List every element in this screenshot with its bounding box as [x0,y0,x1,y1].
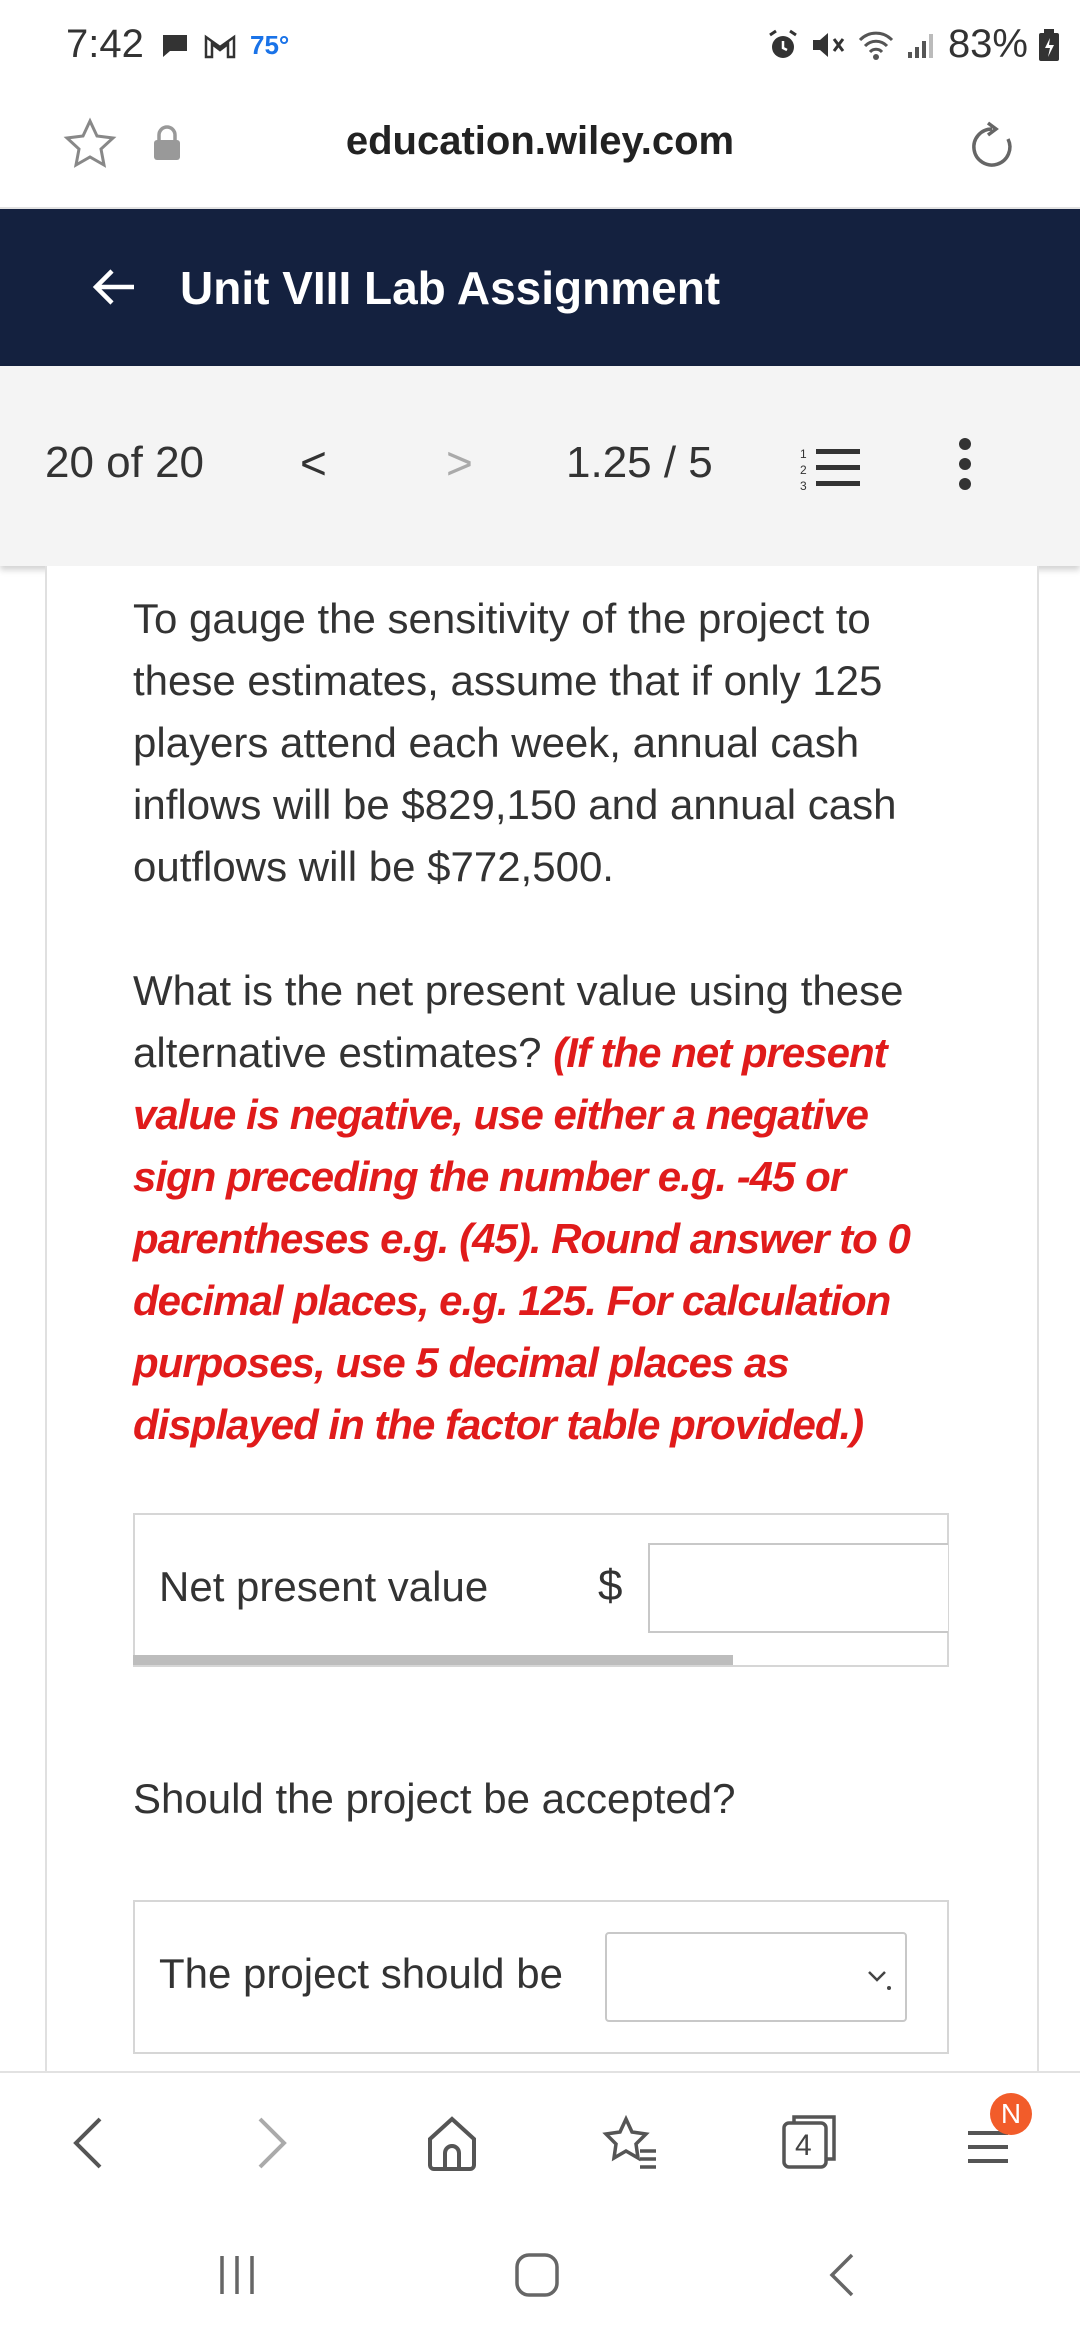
question-navigation-bar [0,366,1080,566]
npv-input[interactable] [648,1543,948,1633]
battery-percent: 83% [947,22,1028,66]
browser-address-bar [0,95,1080,209]
home-icon[interactable] [424,2113,480,2173]
status-notification-icons [160,30,289,61]
signal-icon [906,30,938,60]
status-system-icons [766,22,1060,67]
npv-label: Net present value [159,1563,489,1610]
reload-icon[interactable] [964,119,1020,175]
browser-back-icon[interactable] [68,2113,108,2173]
chevron-down-icon [865,1960,893,1996]
question-prompt [133,960,953,1456]
chat-icon [160,31,190,61]
status-time: 7:42 [66,22,144,66]
currency-symbol: $ [598,1561,623,1610]
tabs-count: 4 [795,2129,812,2162]
previous-question-button[interactable]: < [300,437,327,489]
notification-badge: N [990,2093,1032,2135]
more-options-icon[interactable] [950,434,980,494]
question-context-text: To gauge the sensitivity of the project to these estimates, assume that if only 125 players attend each week, annual cash inflows will be $829,150 and annual cash outflows will be $772,500. [133,595,897,890]
home-button-icon[interactable] [512,2250,562,2300]
url-text[interactable]: education.wiley.com [345,119,735,163]
question-text: What is the net present value using these alternative estimates? [133,967,904,1076]
tabs-button[interactable] [780,2111,840,2178]
svg-text:2: 2 [800,463,807,477]
question-score: 1.25 / 5 [566,438,713,487]
horizontal-scrollbar[interactable] [133,1655,733,1665]
question-list-icon[interactable] [800,446,864,490]
browser-forward-icon[interactable] [252,2113,292,2173]
browser-toolbar [0,2071,1080,2216]
weather-temperature: 75° [250,30,290,60]
alarm-icon [766,28,800,62]
back-arrow-icon[interactable] [88,261,140,313]
next-question-button[interactable]: > [446,437,473,489]
assignment-title: Unit VIII Lab Assignment [180,262,721,314]
svg-text:1: 1 [800,447,807,461]
accept-dropdown[interactable] [605,1932,907,2022]
question-counter: 20 of 20 [45,438,205,487]
gmail-icon [204,33,236,59]
npv-answer-row [133,1513,949,1667]
recent-apps-icon[interactable] [212,2250,262,2300]
bookmarks-icon[interactable] [600,2113,660,2173]
accept-answer-row [133,1900,949,2054]
wifi-icon [856,28,896,62]
answer-instructions: (If the net present value is negative, use either a negative sign preceding the number e.g. -45 or parentheses e.g. (45). Round answer to 0 decimal places, e.g. 125. For calculation purposes, use 5 decimal places as displayed in the factor table provided.) [133,1029,910,1448]
mute-icon [810,28,846,62]
system-navigation-bar [0,2214,1080,2340]
accept-question: Should the project be accepted? [133,1775,736,1822]
accept-label: The project should be [159,1950,563,1997]
system-back-icon[interactable] [822,2250,862,2300]
status-bar [0,0,1080,95]
assignment-header [0,209,1080,366]
svg-text:3: 3 [800,479,807,490]
battery-icon [1038,28,1060,62]
